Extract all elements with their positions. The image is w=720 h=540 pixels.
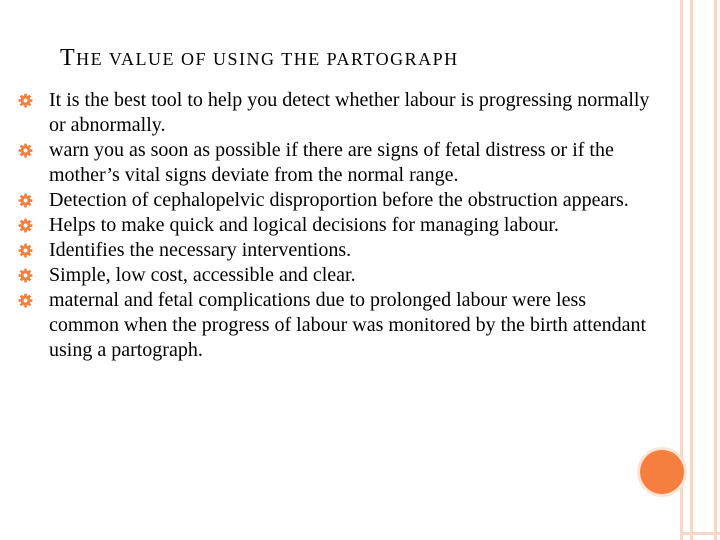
bullet-text: Identifies the necessary interventions.	[49, 239, 352, 261]
bullet-item	[18, 288, 658, 363]
gear-icon	[18, 243, 33, 258]
gear-icon	[18, 93, 33, 108]
gear-icon	[18, 268, 33, 283]
bullet-item	[18, 138, 658, 188]
gear-icon	[18, 143, 33, 158]
slide-title	[60, 38, 459, 70]
title-first-letter: T	[60, 45, 77, 71]
bullet-item	[18, 213, 658, 238]
gear-icon	[18, 193, 33, 208]
bullet-list	[18, 88, 658, 363]
bullet-text: Detection of cephalopelvic disproportion before the obstruction appears.	[49, 189, 629, 211]
frame-line	[714, 0, 717, 540]
gear-icon	[18, 218, 33, 233]
bullet-text: Simple, low cost, accessible and clear.	[49, 264, 356, 286]
frame-line	[690, 0, 693, 540]
orange-circle-decoration	[640, 450, 684, 494]
bullet-item	[18, 263, 658, 288]
bullet-text: It is the best tool to help you detect whether labour is progressing normally or abnormally.	[49, 89, 650, 136]
gear-icon	[18, 293, 33, 308]
bullet-item	[18, 188, 658, 213]
bullet-text: Helps to make quick and logical decisions for managing labour.	[49, 214, 559, 236]
bullet-text: maternal and fetal complications due to prolonged labour were less common when the progress of labour was monitored by the birth attendant using a partograph.	[49, 289, 647, 361]
bullet-text: warn you as soon as possible if there are signs of fetal distress or if the mother’s vital signs deviate from the normal range.	[49, 139, 614, 186]
bullet-item	[18, 238, 658, 263]
bullet-item	[18, 88, 658, 138]
title-rest: HE VALUE OF USING THE PARTOGRAPH	[76, 49, 459, 69]
frame-line	[680, 532, 720, 535]
